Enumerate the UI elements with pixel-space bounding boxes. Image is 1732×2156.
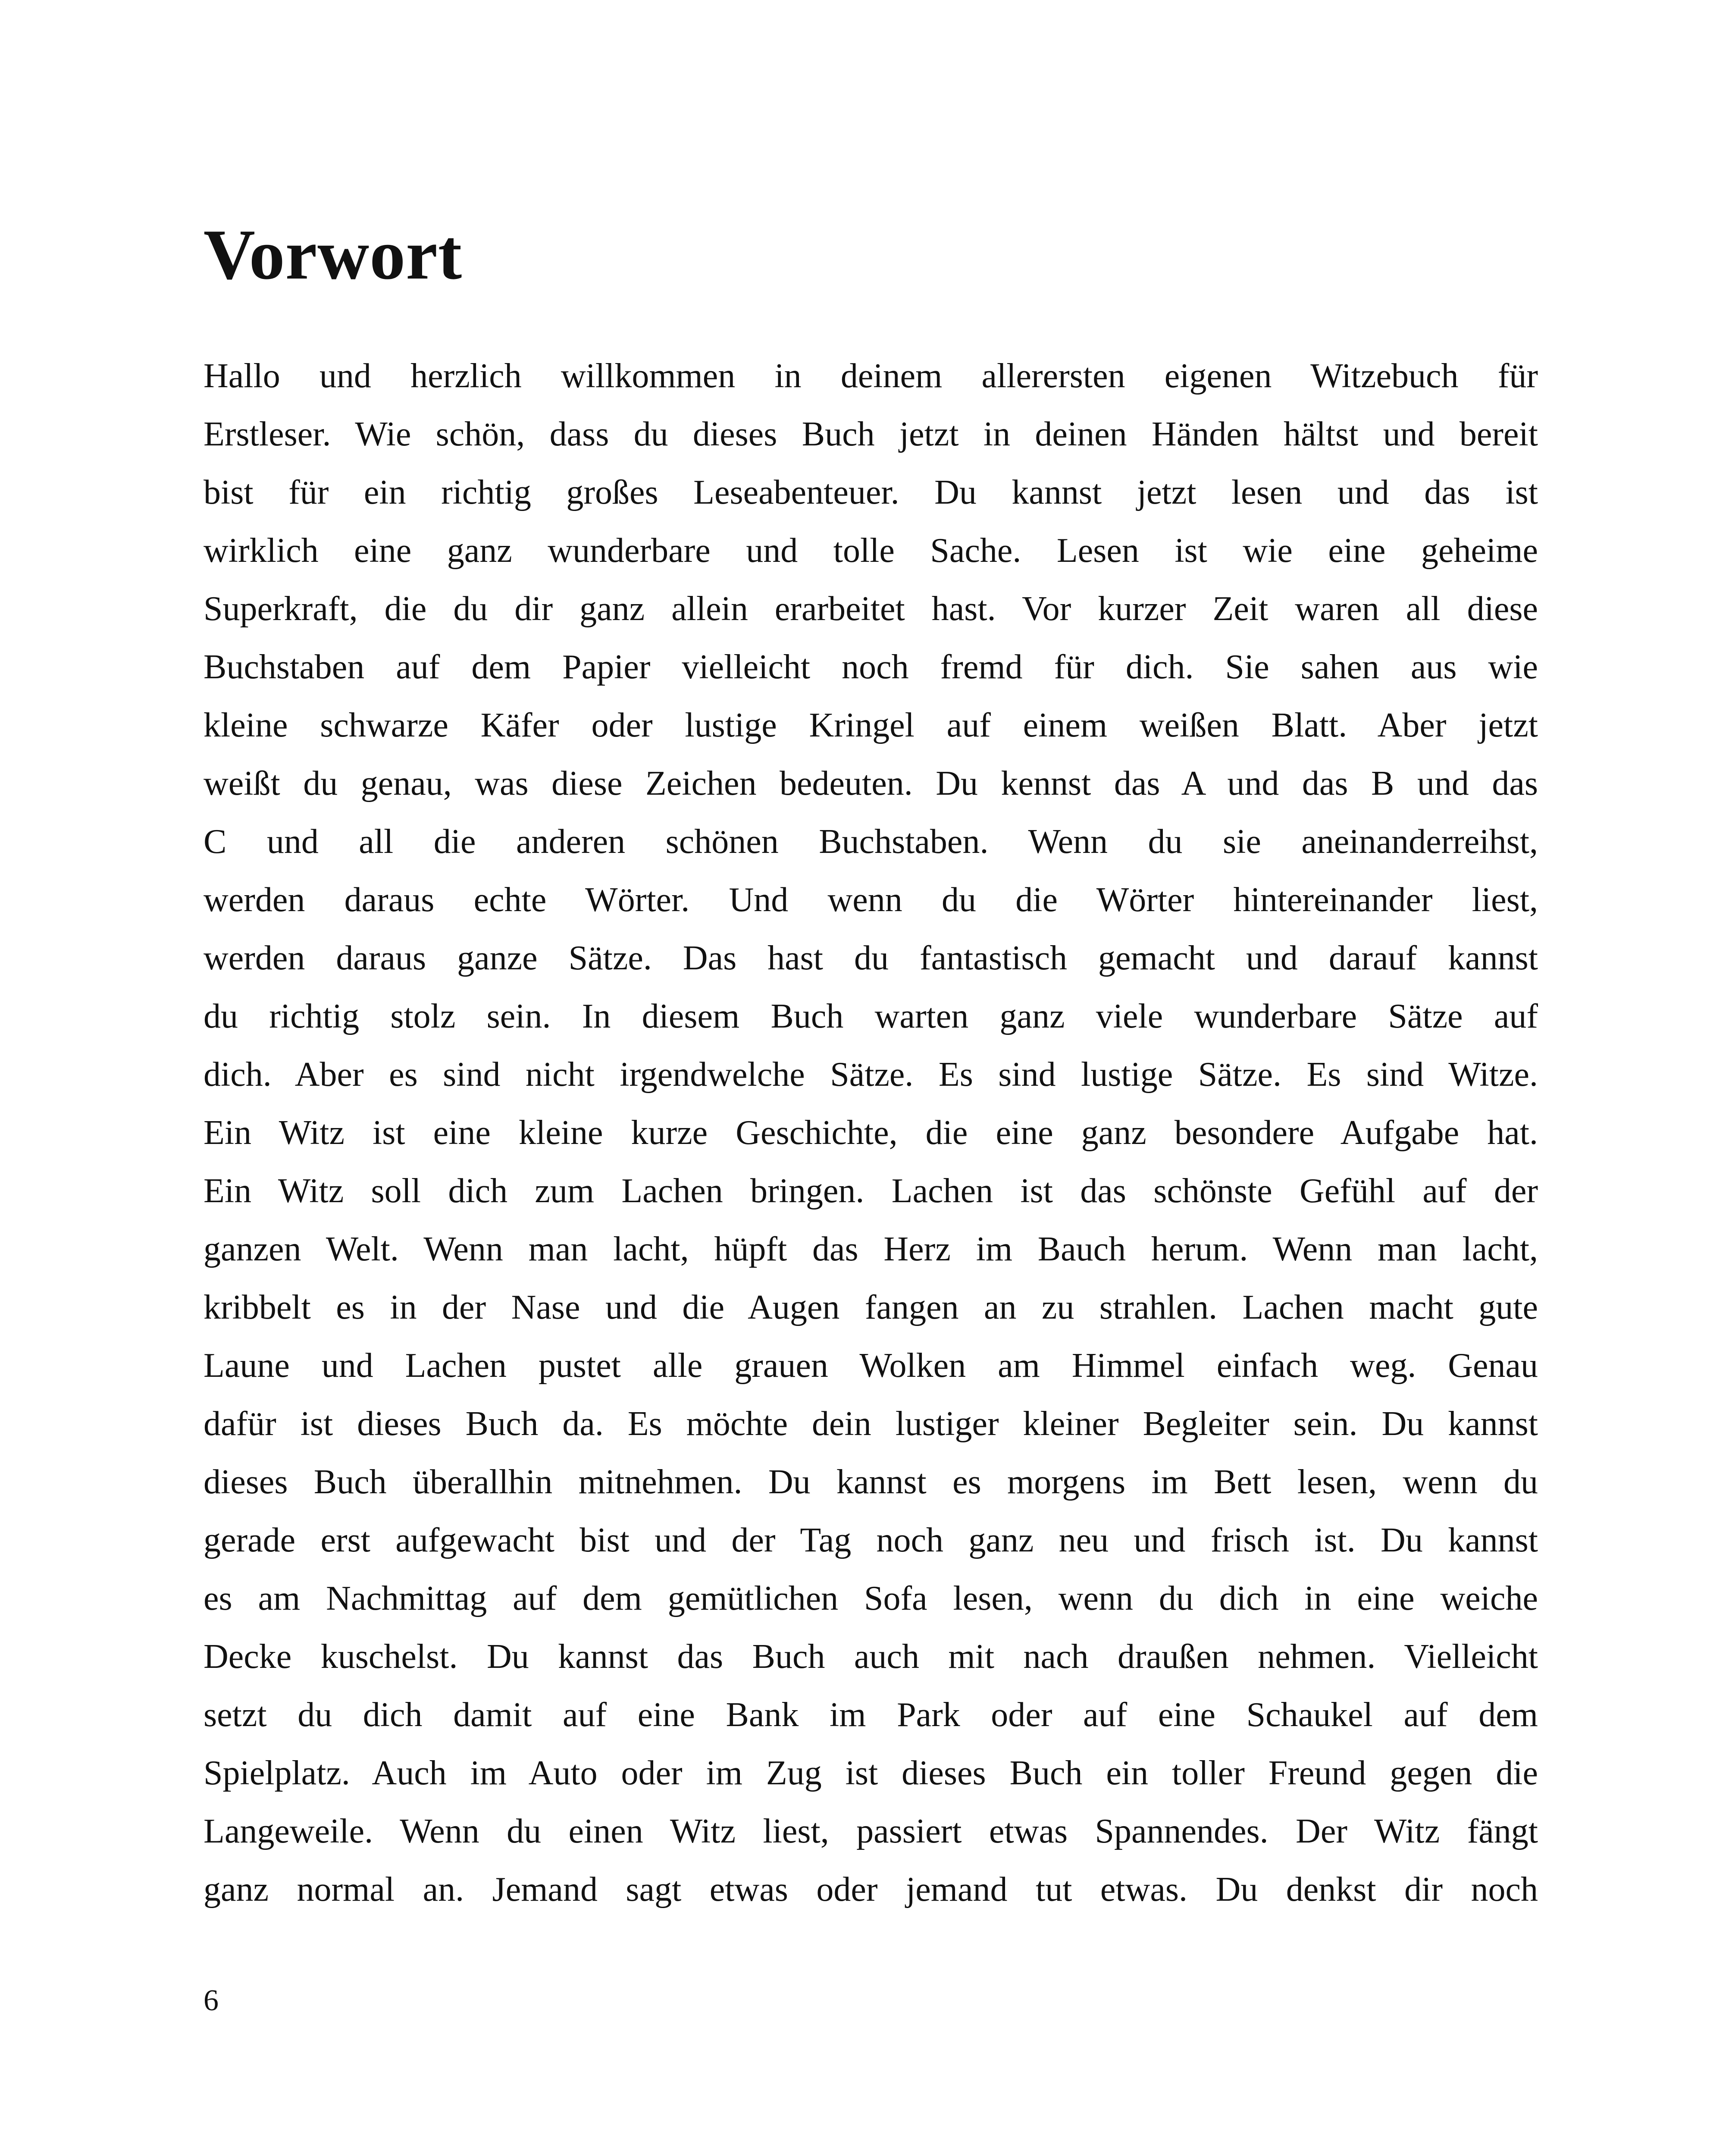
text-line-22: es am Nachmittag auf dem gemütlichen Sofa lesen, wenn du dich in eine weiche bbox=[204, 1579, 1538, 1617]
text-line-11: werden daraus ganze Sätze. Das hast du fantastisch gemacht und darauf kannst bbox=[204, 939, 1538, 977]
text-line-14: Ein Witz ist eine kleine kurze Geschichte, die eine ganz besondere Aufgabe hat. bbox=[204, 1114, 1538, 1152]
text-line-3: bist für ein richtig großes Leseabenteuer. Du kannst jetzt lesen und das ist bbox=[204, 473, 1538, 511]
text-line-17: kribbelt es in der Nase und die Augen fangen an zu strahlen. Lachen macht gute bbox=[204, 1288, 1538, 1326]
text-line-12: du richtig stolz sein. In diesem Buch warten ganz viele wunderbare Sätze auf bbox=[204, 997, 1538, 1035]
text-line-27: ganz normal an. Jemand sagt etwas oder jemand tut etwas. Du denkst dir noch bbox=[204, 1871, 1538, 1908]
text-line-24: setzt du dich damit auf eine Bank im Park oder auf eine Schaukel auf dem bbox=[204, 1696, 1538, 1734]
text-line-25: Spielplatz. Auch im Auto oder im Zug ist dieses Buch ein toller Freund gegen die bbox=[204, 1754, 1538, 1792]
text-line-15: Ein Witz soll dich zum Lachen bringen. Lachen ist das schönste Gefühl auf der bbox=[204, 1172, 1538, 1210]
text-line-2: Erstleser. Wie schön, dass du dieses Buch jetzt in deinen Händen hältst und bereit bbox=[204, 415, 1538, 453]
text-line-10: werden daraus echte Wörter. Und wenn du die Wörter hintereinander liest, bbox=[204, 881, 1538, 919]
text-line-20: dieses Buch überallhin mitnehmen. Du kannst es morgens im Bett lesen, wenn du bbox=[204, 1463, 1538, 1501]
text-line-9: C und all die anderen schönen Buchstaben. Wenn du sie aneinanderreihst, bbox=[204, 823, 1538, 861]
text-line-6: Buchstaben auf dem Papier vielleicht noch fremd für dich. Sie sahen aus wie bbox=[204, 648, 1538, 686]
text-line-5: Superkraft, die du dir ganz allein erarbeitet hast. Vor kurzer Zeit waren all diese bbox=[204, 590, 1538, 628]
text-line-18: Laune und Lachen pustet alle grauen Wolken am Himmel einfach weg. Genau bbox=[204, 1347, 1538, 1385]
chapter-heading: Vorwort bbox=[204, 215, 463, 294]
text-line-4: wirklich eine ganz wunderbare und tolle Sache. Lesen ist wie eine geheime bbox=[204, 532, 1538, 570]
text-line-23: Decke kuschelst. Du kannst das Buch auch mit nach draußen nehmen. Vielleicht bbox=[204, 1638, 1538, 1676]
page-number: 6 bbox=[204, 1984, 219, 2017]
body-text bbox=[204, 347, 1538, 1919]
text-line-21: gerade erst aufgewacht bist und der Tag noch ganz neu und frisch ist. Du kannst bbox=[204, 1521, 1538, 1559]
text-line-7: kleine schwarze Käfer oder lustige Kringel auf einem weißen Blatt. Aber jetzt bbox=[204, 706, 1538, 744]
text-line-1: Hallo und herzlich willkommen in deinem allerersten eigenen Witzebuch für bbox=[204, 357, 1538, 395]
text-line-26: Langeweile. Wenn du einen Witz liest, passiert etwas Spannendes. Der Witz fängt bbox=[204, 1812, 1538, 1850]
text-line-13: dich. Aber es sind nicht irgendwelche Sätze. Es sind lustige Sätze. Es sind Witze. bbox=[204, 1056, 1538, 1094]
text-line-8: weißt du genau, was diese Zeichen bedeuten. Du kennst das A und das B und das bbox=[204, 765, 1538, 802]
text-line-19: dafür ist dieses Buch da. Es möchte dein lustiger kleiner Begleiter sein. Du kannst bbox=[204, 1405, 1538, 1443]
text-line-16: ganzen Welt. Wenn man lacht, hüpft das Herz im Bauch herum. Wenn man lacht, bbox=[204, 1230, 1538, 1268]
